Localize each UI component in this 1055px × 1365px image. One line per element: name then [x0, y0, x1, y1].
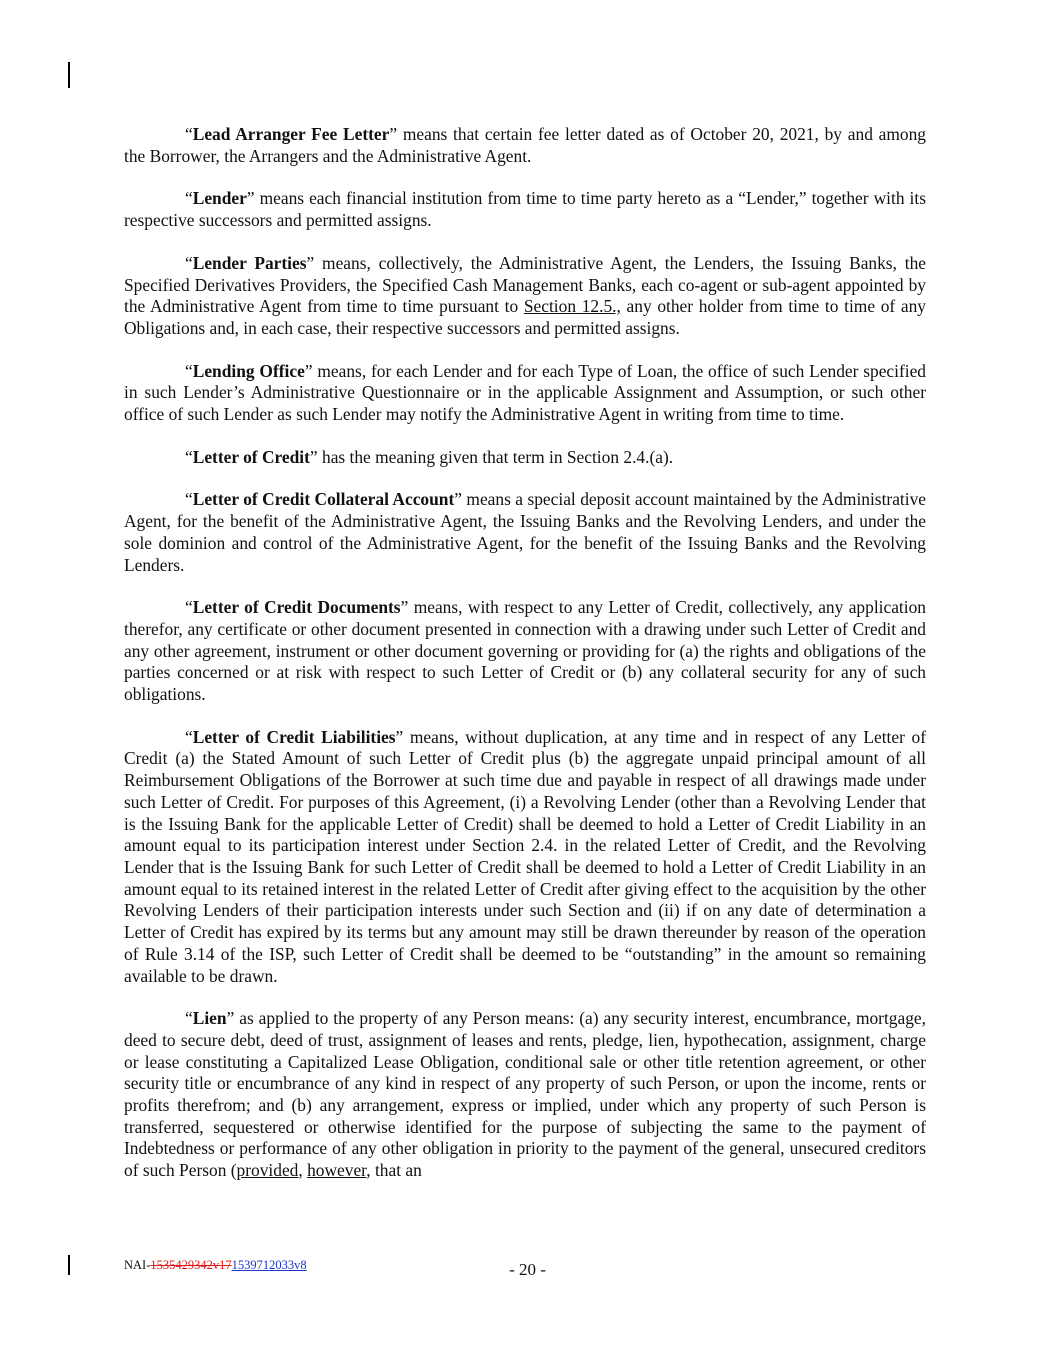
defined-term: Letter of Credit [192, 446, 310, 467]
change-bar [68, 62, 70, 88]
document-id: NAI-1535429342v171539712033v8 [124, 1258, 307, 1272]
definition-letter-of-credit-documents: “Letter of Credit Documents” means, with respect to any Letter of Credit, collectively, any application therefor, any certificate or other document presented in connection with a drawing under such Letter of Credit and any other agreement, instrument or other document governing or providing for (a) the rights and obligations of the parties concerned or at risk with respect to such Letter of Credit or (b) any collateral security for any of such obligations. [124, 597, 926, 705]
however-term: however [307, 1160, 367, 1181]
deleted-doc-id: 1535429342v17 [150, 1258, 232, 1272]
defined-term: Lender Parties [192, 252, 307, 273]
provided-term: provided [236, 1160, 299, 1181]
defined-term: Letter of Credit Liabilities [192, 726, 396, 747]
defined-term: Letter of Credit Documents [192, 597, 401, 618]
page-number: - 20 - [509, 1260, 546, 1279]
definition-letter-of-credit-liabilities: “Letter of Credit Liabilities” means, without duplication, at any time and in respect of any Letter of Credit (a) the Stated Amount of such Letter of Credit plus (b) the aggregate unpaid principal amount of all Reimbursement Obligations of the Borrower at such time due and payable in respect of all drawings made under such Letter of Credit. For purposes of this Agreement, (i) a Revolving Lender (other than a Revolving Lender that is the Issuing Bank for the applicable Letter of Credit) shall be deemed to hold a Letter of Credit Liability in an amount equal to its participation interest under Section 2.4. in the related Letter of Credit, and the Revolving Lender that is the Issuing Bank for such Letter of Credit shall be deemed to hold a Letter of Credit Liability in an amount equal to its retained interest in the related Letter of Credit after giving effect to the acquisition by the other Revolving Lenders of their participation interests under such Section and (ii) if on any date of determination a Letter of Credit has expired by its terms but any amount may still be drawn thereunder by reason of the operation of Rule 3.14 of the ISP, such Letter of Credit shall be deemed to be “outstanding” in the amount so remaining available to be drawn. [124, 726, 926, 986]
definition-lender-parties: “Lender Parties” means, collectively, the Administrative Agent, the Lenders, the Issuing Banks, the Specified Derivatives Providers, the Specified Cash Management Banks, each co-agent or sub-agent appointed by the Administrative Agent from time to time pursuant to Section 12.5., any other holder from time to time of any Obligations and, in each case, their respective successors and permitted assigns. [124, 252, 926, 338]
definition-letter-of-credit: “Letter of Credit” has the meaning given that term in Section 2.4.(a). [185, 446, 674, 467]
definition-lead-arranger-fee-letter: “Lead Arranger Fee Letter” means that certain fee letter dated as of October 20, 2021, by and among the Borrower, the Arrangers and the Administrative Agent. [124, 124, 926, 166]
definition-lender: “Lender” means each financial institution from time to time party hereto as a “Lender,” together with its respective successors and permitted assigns. [124, 188, 926, 231]
defined-term: Lead Arranger Fee Letter [192, 124, 390, 144]
defined-term: Lender [192, 188, 247, 209]
definitions-body [124, 124, 926, 1203]
defined-term: Lien [192, 1008, 227, 1029]
section-reference-link[interactable]: Section 12.5., [523, 296, 621, 317]
inserted-doc-id: 1539712033v8 [231, 1258, 307, 1272]
definition-lending-office: “Lending Office” means, for each Lender and for each Type of Loan, the office of such Lender specified in such Lender’s Administrative Questionnaire or in the applicable Assignment and Assumption, or such other office of such Lender as such Lender may notify the Administrative Agent in writing from time to time. [124, 360, 927, 425]
definition-letter-of-credit-collateral-account: “Letter of Credit Collateral Account” means a special deposit account maintained by the Administrative Agent, for the benefit of the Administrative Agent, the Issuing Banks and the Revolving Lenders, and under the sole dominion and control of the Administrative Agent, for the benefit of the Issuing Banks and the Revolving Lenders. [124, 489, 926, 575]
defined-term: Letter of Credit Collateral Account [192, 489, 455, 510]
definition-lien: “Lien” as applied to the property of any Person means: (a) any security interest, encumbrance, mortgage, deed to secure debt, deed of trust, assignment of leases and rents, pledge, lien, hypothecation, assignment, charge or lease constituting a Capitalized Lease Obligation, conditional sale or other title retention agreement, or other security title or encumbrance of any kind in respect of any property of such Person, or upon the income, rents or profits therefrom; and (b) any arrangement, express or implied, under which any property of such Person is transferred, sequestered or otherwise identified for the purpose of subjecting the same to the payment of Indebtedness or performance of any other obligation in priority to the payment of the general, unsecured creditors of such Person (provided, however, that an [124, 1008, 926, 1181]
defined-term: Lending Office [192, 360, 305, 381]
